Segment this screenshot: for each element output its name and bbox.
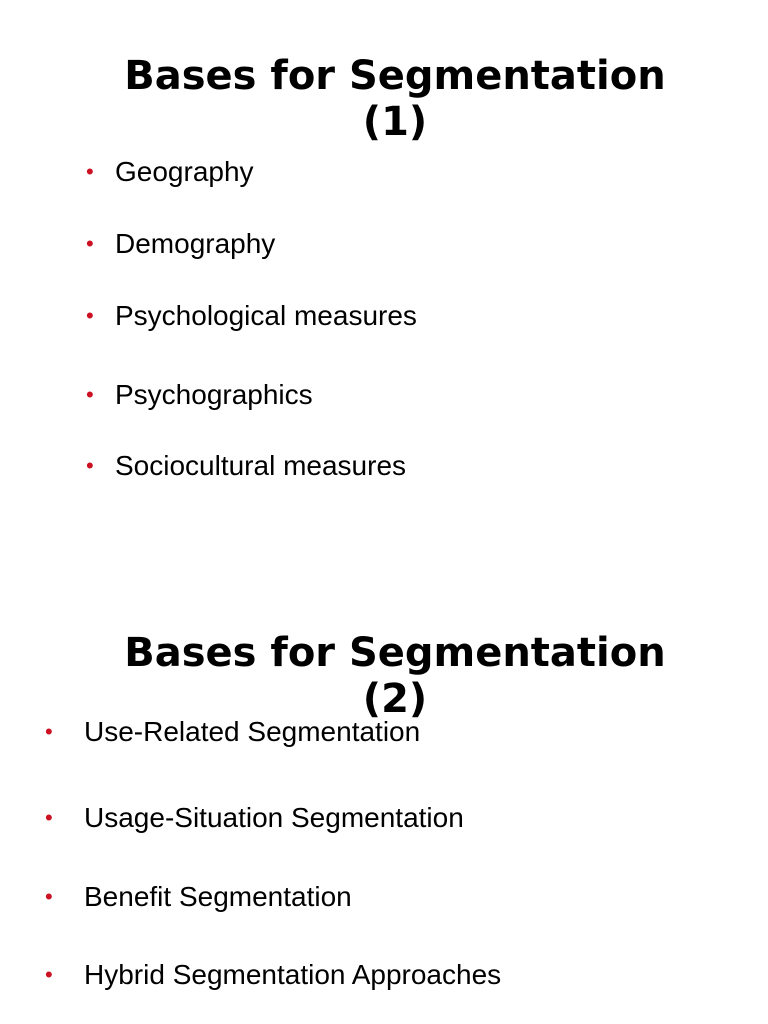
list-item-label: Psychological measures	[115, 300, 417, 331]
slide-title-1	[0, 53, 768, 145]
list-item-label: Demography	[115, 228, 276, 259]
list-item-label: Usage-Situation Segmentation	[84, 802, 464, 833]
bullet-icon: •	[45, 805, 53, 830]
slide-title-1-line2: (1)	[362, 99, 428, 145]
slide-title-2	[0, 630, 768, 722]
bullet-icon: •	[86, 159, 94, 184]
bullet-icon: •	[45, 719, 53, 744]
list-item-label: Geography	[115, 156, 254, 187]
bullet-icon: •	[86, 382, 94, 407]
bullet-icon: •	[86, 303, 94, 328]
bullet-icon: •	[86, 231, 94, 256]
bullet-icon: •	[45, 962, 53, 987]
slide-title-2-line2: (2)	[362, 676, 428, 722]
list-item-label: Benefit Segmentation	[84, 881, 352, 912]
slide-title-1-line1: Bases for Segmentation	[124, 53, 666, 99]
list-item-label: Use-Related Segmentation	[84, 716, 421, 747]
bullet-icon: •	[45, 884, 53, 909]
list-item-label: Sociocultural measures	[115, 450, 407, 481]
list-item-label: Psychographics	[115, 379, 313, 410]
slide-title-2-line1: Bases for Segmentation	[124, 630, 666, 676]
bullet-icon: •	[86, 453, 94, 478]
list-item-label: Hybrid Segmentation Approaches	[84, 959, 502, 990]
